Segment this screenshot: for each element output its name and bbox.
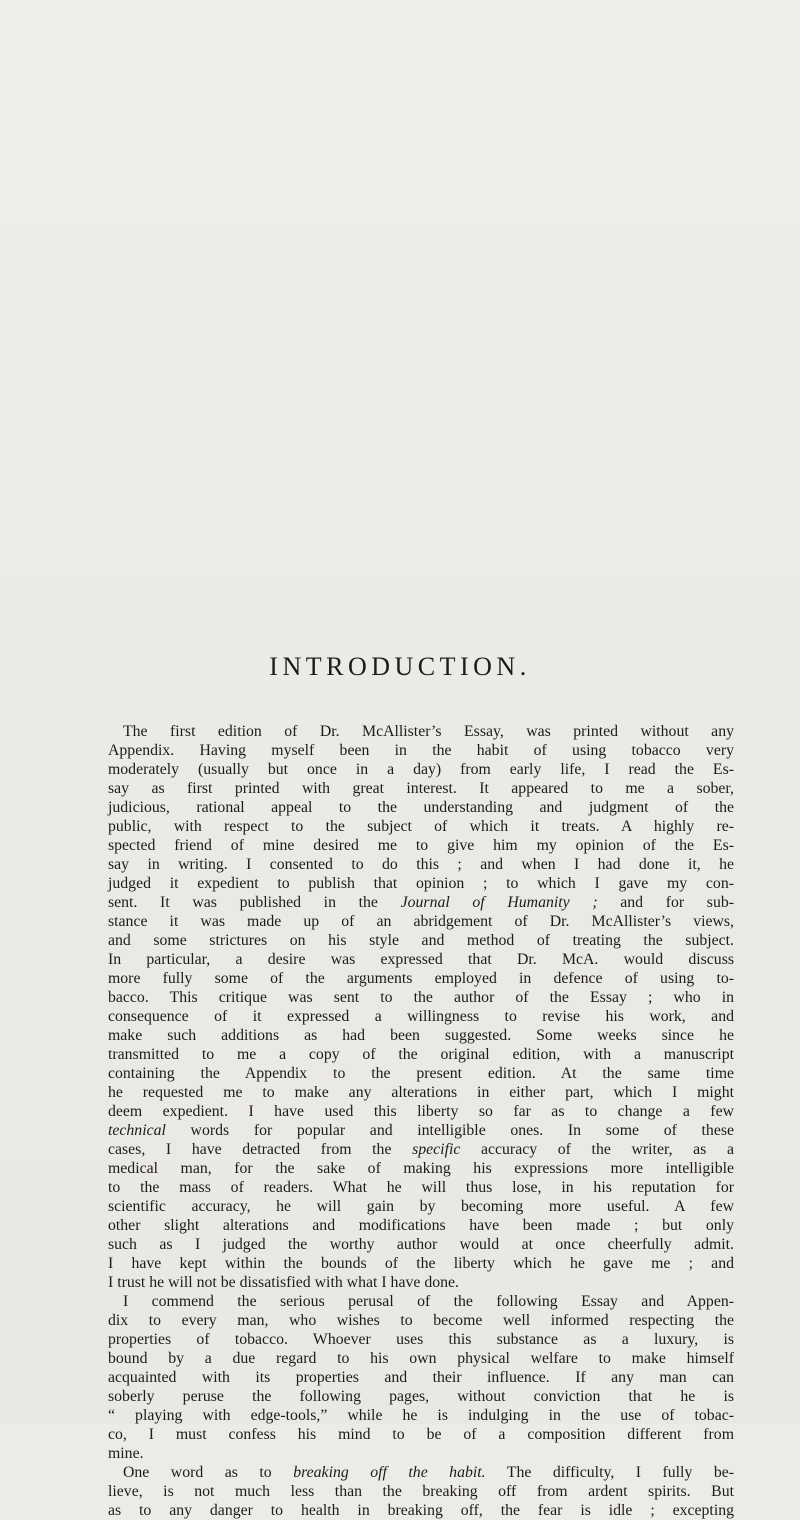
text-line: make such additions as had been suggested. Some weeks since he: [108, 1027, 734, 1044]
text-line: judicious, rational appeal to the understanding and judgment of the: [108, 799, 734, 816]
text-run: accuracy of the writer, as a: [460, 1141, 734, 1158]
text-line: say in writing. I consented to do this ; and when I had done it, he: [108, 856, 734, 873]
text-line: deem expedient. I have used this liberty so far as to change a few: [108, 1103, 734, 1120]
text-line: moderately (usually but once in a day) from early life, I read the Es-: [108, 761, 734, 778]
text-line: lieve, is not much less than the breaking off from ardent spirits. But: [108, 1483, 734, 1500]
text-line: more fully some of the arguments employed in defence of using to-: [108, 970, 734, 987]
text-run: and for sub-: [597, 894, 735, 911]
text-line: say as first printed with great interest. It appeared to me a sober,: [108, 780, 734, 797]
text-line: medical man, for the sake of making his expressions more intelligible: [108, 1160, 734, 1177]
text-line: [108, 893, 734, 912]
text-line: bacco. This critique was sent to the author of the Essay ; who in: [108, 989, 734, 1006]
text-line: containing the Appendix to the present edition. At the same time: [108, 1065, 734, 1082]
text-line: [108, 1121, 734, 1140]
text-line: transmitted to me a copy of the original edition, with a manuscript: [108, 1046, 734, 1063]
text-line: spected friend of mine desired me to give him my opinion of the Es-: [108, 837, 734, 854]
text-line: dix to every man, who wishes to become well informed respecting the: [108, 1312, 734, 1329]
text-line: I trust he will not be dissatisfied with what I have done.: [108, 1274, 459, 1291]
text-line: to the mass of readers. What he will thus lose, in his reputation for: [108, 1179, 734, 1196]
text-line: stance it was made up of an abridgement of Dr. McAllister’s views,: [108, 913, 734, 930]
page-title: INTRODUCTION.: [269, 652, 531, 681]
text-run: One word as to: [123, 1464, 294, 1481]
text-line: [108, 1463, 734, 1482]
text-line: [108, 1140, 734, 1159]
text-line: public, with respect to the subject of which it treats. A highly re-: [108, 818, 734, 835]
text-line: properties of tobacco. Whoever uses this substance as a luxury, is: [108, 1331, 734, 1348]
text-line: Appendix. Having myself been in the habit of using tobacco very: [108, 742, 734, 759]
text-line: bound by a due regard to his own physical welfare to make himself: [108, 1350, 734, 1367]
text-line: such as I judged the worthy author would at once cheerfully admit.: [108, 1236, 734, 1253]
italic-phrase: technical: [108, 1122, 166, 1139]
text-line: judged it expedient to publish that opinion ; to which I gave my con-: [108, 875, 734, 892]
italic-phrase: breaking off the habit.: [293, 1464, 486, 1481]
text-line: he requested me to make any alterations in either part, which I might: [108, 1084, 734, 1101]
text-run: sent. It was published in the: [108, 894, 401, 911]
text-line: mine.: [108, 1445, 144, 1462]
text-line: other slight alterations and modifications have been made ; but only: [108, 1217, 734, 1234]
text-line: co, I must confess his mind to be of a composition different from: [108, 1426, 734, 1443]
text-run: cases, I have detracted from the: [108, 1141, 413, 1158]
text-line: scientific accuracy, he will gain by becoming more useful. A few: [108, 1198, 734, 1215]
text-line: consequence of it expressed a willingness to revise his work, and: [108, 1008, 734, 1025]
text-line: acquainted with its properties and their influence. If any man can: [108, 1369, 734, 1386]
italic-phrase: specific: [412, 1141, 461, 1158]
italic-phrase: Journal of Humanity ;: [400, 894, 598, 911]
body-text: [108, 722, 734, 1520]
text-line: and some strictures on his style and method of treating the subject.: [108, 932, 734, 949]
text-line: as to any danger to health in breaking off, the fear is idle ; excepting: [108, 1502, 734, 1519]
text-run: words for popular and intelligible ones. In some of these: [165, 1122, 734, 1139]
text-line: I commend the serious perusal of the following Essay and Appen-: [123, 1293, 734, 1310]
text-line: I have kept within the bounds of the liberty which he gave me ; and: [108, 1255, 734, 1272]
text-line: “ playing with edge-tools,” while he is indulging in the use of tobac-: [108, 1407, 734, 1424]
text-line: soberly peruse the following pages, without conviction that he is: [108, 1388, 734, 1405]
text-line: The first edition of Dr. McAllister’s Essay, was printed without any: [123, 723, 734, 740]
text-run: The difficulty, I fully be-: [485, 1464, 734, 1481]
text-line: In particular, a desire was expressed that Dr. McA. would discuss: [108, 951, 734, 968]
